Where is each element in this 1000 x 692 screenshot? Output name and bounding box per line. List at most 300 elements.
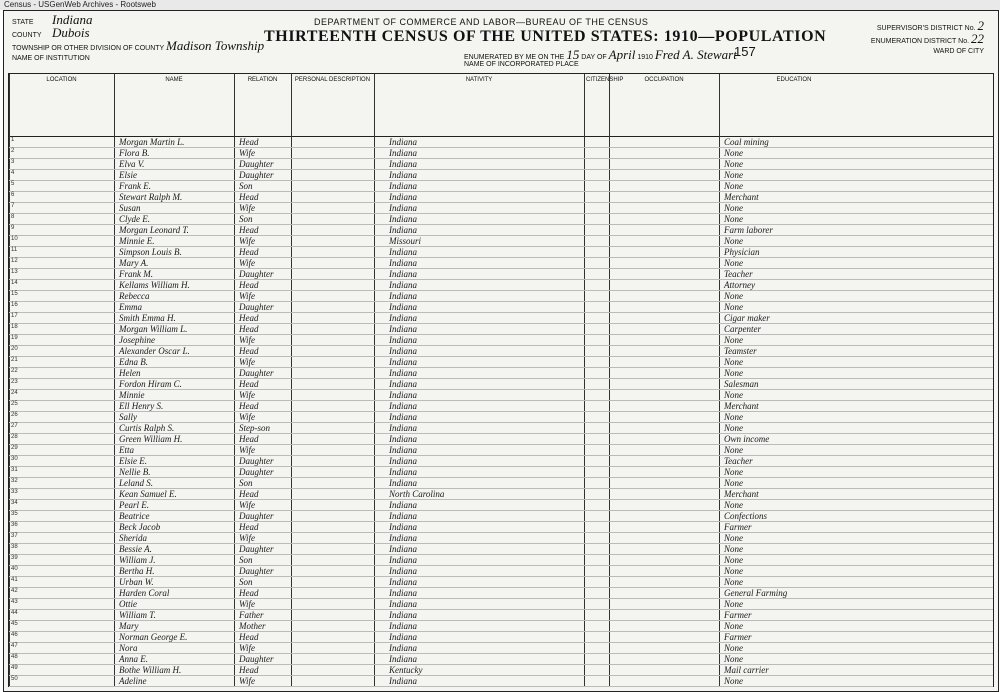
birthplace: Indiana xyxy=(389,676,417,686)
relation: Son xyxy=(239,214,253,224)
row-number: 47 xyxy=(11,643,18,649)
birthplace: Indiana xyxy=(389,588,417,598)
person-name: Fordon Hiram C. xyxy=(119,379,182,389)
header-left xyxy=(12,12,265,64)
relation: Wife xyxy=(239,676,255,686)
row-number: 38 xyxy=(11,544,18,550)
person-name: Ottie xyxy=(119,599,137,609)
relation: Head xyxy=(239,665,259,675)
person-name: Frank M. xyxy=(119,269,153,279)
row-number: 49 xyxy=(11,665,18,671)
relation: Wife xyxy=(239,357,255,367)
row-line xyxy=(9,411,993,412)
person-name: Bessie A. xyxy=(119,544,152,554)
occupation: None xyxy=(724,643,743,653)
birthplace: Indiana xyxy=(389,654,417,664)
relation: Head xyxy=(239,588,259,598)
birthplace: Indiana xyxy=(389,280,417,290)
person-name: Elsie E. xyxy=(119,456,147,466)
relation: Head xyxy=(239,489,259,499)
enumerated-day: 15 xyxy=(566,47,580,62)
occupation: None xyxy=(724,599,743,609)
occupation: None xyxy=(724,335,743,345)
row-number: 45 xyxy=(11,621,18,627)
birthplace: Indiana xyxy=(389,214,417,224)
row-line xyxy=(9,301,993,302)
row-line xyxy=(9,389,993,390)
column-header: EDUCATION xyxy=(776,77,812,83)
birthplace: Indiana xyxy=(389,434,417,444)
occupation: Teacher xyxy=(724,456,753,466)
person-name: Sherida xyxy=(119,533,147,543)
occupation: None xyxy=(724,412,743,422)
row-number: 9 xyxy=(11,225,15,231)
column-divider xyxy=(609,74,610,686)
occupation: None xyxy=(724,467,743,477)
person-name: Etta xyxy=(119,445,134,455)
relation: Daughter xyxy=(239,170,274,180)
table-header xyxy=(9,74,993,137)
row-line xyxy=(9,466,993,467)
supervisor-label: SUPERVISOR'S DISTRICT No. xyxy=(876,25,976,32)
birthplace: Indiana xyxy=(389,346,417,356)
birthplace: Indiana xyxy=(389,621,417,631)
relation: Head xyxy=(239,434,259,444)
relation: Daughter xyxy=(239,467,274,477)
occupation: None xyxy=(724,148,743,158)
column-header: NATIVITY xyxy=(465,77,493,83)
occupation: None xyxy=(724,302,743,312)
occupation: None xyxy=(724,170,743,180)
relation: Wife xyxy=(239,445,255,455)
relation: Head xyxy=(239,225,259,235)
column-divider xyxy=(114,74,115,686)
relation: Son xyxy=(239,577,253,587)
birthplace: Indiana xyxy=(389,445,417,455)
occupation: Farmer xyxy=(724,522,752,532)
row-line xyxy=(9,257,993,258)
occupation: None xyxy=(724,621,743,631)
relation: Wife xyxy=(239,258,255,268)
person-name: Clyde E. xyxy=(119,214,150,224)
row-number: 14 xyxy=(11,280,18,286)
row-number: 4 xyxy=(11,170,15,176)
enumeration-label: ENUMERATION DISTRICT No. xyxy=(870,38,970,45)
birthplace: Indiana xyxy=(389,247,417,257)
birthplace: Indiana xyxy=(389,368,417,378)
occupation: None xyxy=(724,291,743,301)
occupation: None xyxy=(724,676,743,686)
occupation: Merchant xyxy=(724,192,759,202)
person-name: Rebecca xyxy=(119,291,150,301)
column-divider xyxy=(584,74,585,686)
county-label: COUNTY xyxy=(12,32,42,39)
row-number: 20 xyxy=(11,346,18,352)
birthplace: Indiana xyxy=(389,599,417,609)
occupation: Salesman xyxy=(724,379,759,389)
occupation: Carpenter xyxy=(724,324,761,334)
row-number: 43 xyxy=(11,599,18,605)
birthplace: Indiana xyxy=(389,170,417,180)
relation: Wife xyxy=(239,500,255,510)
person-name: Morgan William L. xyxy=(119,324,188,334)
relation: Wife xyxy=(239,390,255,400)
row-number: 17 xyxy=(11,313,18,319)
person-name: Morgan Leonard T. xyxy=(119,225,189,235)
row-line xyxy=(9,356,993,357)
row-number: 41 xyxy=(11,577,18,583)
birthplace: Indiana xyxy=(389,522,417,532)
person-name: Minnie E. xyxy=(119,236,155,246)
row-line xyxy=(9,532,993,533)
row-number: 28 xyxy=(11,434,18,440)
person-name: Ell Henry S. xyxy=(119,401,164,411)
township-value: Madison Township xyxy=(166,38,265,53)
person-name: Leland S. xyxy=(119,478,154,488)
birthplace: Indiana xyxy=(389,269,417,279)
row-line xyxy=(9,554,993,555)
person-name: Mary A. xyxy=(119,258,149,268)
person-name: Curtis Ralph S. xyxy=(119,423,175,433)
ward-label: WARD OF CITY xyxy=(933,48,984,55)
relation: Mother xyxy=(239,621,266,631)
birthplace: Indiana xyxy=(389,390,417,400)
row-number: 21 xyxy=(11,357,18,363)
page-number: 157 xyxy=(734,44,756,59)
relation: Wife xyxy=(239,412,255,422)
birthplace: Indiana xyxy=(389,258,417,268)
occupation: Farmer xyxy=(724,632,752,642)
row-number: 16 xyxy=(11,302,18,308)
occupation: None xyxy=(724,214,743,224)
person-name: Kean Samuel E. xyxy=(119,489,177,499)
enumerator-name: Fred A. Stewart xyxy=(654,47,737,62)
person-name: Stewart Ralph M. xyxy=(119,192,183,202)
row-line xyxy=(9,290,993,291)
person-name: Sally xyxy=(119,412,137,422)
person-name: Edna B. xyxy=(119,357,148,367)
column-divider xyxy=(291,74,292,686)
row-number: 31 xyxy=(11,467,18,473)
row-number: 19 xyxy=(11,335,18,341)
birthplace: Indiana xyxy=(389,225,417,235)
person-name: Emma xyxy=(119,302,142,312)
column-header: RELATION xyxy=(247,77,278,83)
person-name: Flora B. xyxy=(119,148,150,158)
day-of-label: DAY OF xyxy=(581,54,607,61)
row-line xyxy=(9,367,993,368)
relation: Daughter xyxy=(239,544,274,554)
birthplace: Indiana xyxy=(389,456,417,466)
relation: Step-son xyxy=(239,423,270,433)
column-divider xyxy=(9,74,10,686)
occupation: None xyxy=(724,533,743,543)
birthplace: Indiana xyxy=(389,423,417,433)
relation: Head xyxy=(239,192,259,202)
relation: Son xyxy=(239,555,253,565)
row-line xyxy=(9,543,993,544)
occupation: None xyxy=(724,445,743,455)
column-divider xyxy=(374,74,375,686)
birthplace: Indiana xyxy=(389,137,417,147)
birthplace: Indiana xyxy=(389,412,417,422)
row-line xyxy=(9,576,993,577)
person-name: Anna E. xyxy=(119,654,148,664)
birthplace: Indiana xyxy=(389,379,417,389)
relation: Head xyxy=(239,313,259,323)
column-divider xyxy=(719,74,720,686)
row-line xyxy=(9,455,993,456)
browser-tab-title: Census - USGenWeb Archives - Rootsweb xyxy=(0,0,1000,10)
row-number: 36 xyxy=(11,522,18,528)
occupation: Merchant xyxy=(724,489,759,499)
census-sheet xyxy=(3,10,999,692)
birthplace: North Carolina xyxy=(389,489,445,499)
county-value: Dubois xyxy=(52,25,90,40)
birthplace: Indiana xyxy=(389,159,417,169)
enumerated-month: April xyxy=(608,47,636,62)
birthplace: Indiana xyxy=(389,401,417,411)
birthplace: Indiana xyxy=(389,478,417,488)
birthplace: Indiana xyxy=(389,313,417,323)
birthplace: Indiana xyxy=(389,302,417,312)
row-number: 27 xyxy=(11,423,18,429)
relation: Wife xyxy=(239,291,255,301)
row-line xyxy=(9,268,993,269)
person-name: Morgan Martin L. xyxy=(119,137,185,147)
birthplace: Kentucky xyxy=(389,665,423,675)
person-name: Elva V. xyxy=(119,159,145,169)
header-right xyxy=(774,18,984,57)
row-line xyxy=(9,675,993,676)
person-name: Adeline xyxy=(119,676,147,686)
row-number: 35 xyxy=(11,511,18,517)
person-name: Nellie B. xyxy=(119,467,151,477)
person-name: Urban W. xyxy=(119,577,154,587)
row-line xyxy=(9,202,993,203)
birthplace: Missouri xyxy=(389,236,422,246)
supervisor-value: 2 xyxy=(977,18,984,33)
row-line xyxy=(9,158,993,159)
person-name: William T. xyxy=(119,610,156,620)
person-name: Kellams William H. xyxy=(119,280,190,290)
row-number: 48 xyxy=(11,654,18,660)
township-label: TOWNSHIP OR OTHER DIVISION OF COUNTY xyxy=(12,45,165,52)
row-number: 22 xyxy=(11,368,18,374)
person-name: Norman George E. xyxy=(119,632,188,642)
row-line xyxy=(9,169,993,170)
row-line xyxy=(9,499,993,500)
relation: Son xyxy=(239,181,253,191)
birthplace: Indiana xyxy=(389,555,417,565)
person-name: Simpson Louis B. xyxy=(119,247,182,257)
person-name: Smith Emma H. xyxy=(119,313,176,323)
enumeration-value: 22 xyxy=(971,31,984,46)
row-number: 44 xyxy=(11,610,18,616)
enumerated-line xyxy=(464,47,737,63)
relation: Head xyxy=(239,632,259,642)
row-number: 50 xyxy=(11,676,18,682)
row-number: 15 xyxy=(11,291,18,297)
birthplace: Indiana xyxy=(389,192,417,202)
birthplace: Indiana xyxy=(389,203,417,213)
row-number: 3 xyxy=(11,159,15,165)
occupation: None xyxy=(724,500,743,510)
occupation: Physician xyxy=(724,247,760,257)
birthplace: Indiana xyxy=(389,148,417,158)
row-number: 7 xyxy=(11,203,15,209)
relation: Daughter xyxy=(239,566,274,576)
relation: Head xyxy=(239,522,259,532)
occupation: None xyxy=(724,258,743,268)
relation: Head xyxy=(239,247,259,257)
row-line xyxy=(9,444,993,445)
occupation: None xyxy=(724,577,743,587)
occupation: Own income xyxy=(724,434,770,444)
row-line xyxy=(9,213,993,214)
relation: Wife xyxy=(239,203,255,213)
occupation: Attorney xyxy=(724,280,755,290)
occupation: None xyxy=(724,203,743,213)
person-name: Helen xyxy=(119,368,141,378)
relation: Head xyxy=(239,324,259,334)
person-name: Bertha H. xyxy=(119,566,155,576)
row-line xyxy=(9,180,993,181)
occupation: None xyxy=(724,368,743,378)
person-name: Frank E. xyxy=(119,181,151,191)
occupation: None xyxy=(724,357,743,367)
person-name: Mary xyxy=(119,621,139,631)
row-number: 40 xyxy=(11,566,18,572)
row-number: 42 xyxy=(11,588,18,594)
relation: Wife xyxy=(239,533,255,543)
relation: Father xyxy=(239,610,264,620)
census-table xyxy=(8,73,994,687)
row-line xyxy=(9,235,993,236)
row-number: 46 xyxy=(11,632,18,638)
person-name: Josephine xyxy=(119,335,155,345)
person-name: Beatrice xyxy=(119,511,150,521)
relation: Daughter xyxy=(239,269,274,279)
column-header: LOCATION xyxy=(46,77,77,83)
birthplace: Indiana xyxy=(389,632,417,642)
occupation: None xyxy=(724,566,743,576)
occupation: None xyxy=(724,423,743,433)
occupation: None xyxy=(724,390,743,400)
row-line xyxy=(9,565,993,566)
relation: Daughter xyxy=(239,456,274,466)
birthplace: Indiana xyxy=(389,357,417,367)
relation: Daughter xyxy=(239,159,274,169)
occupation: None xyxy=(724,555,743,565)
row-number: 12 xyxy=(11,258,18,264)
occupation: None xyxy=(724,159,743,169)
occupation: None xyxy=(724,654,743,664)
birthplace: Indiana xyxy=(389,324,417,334)
person-name: Elsie xyxy=(119,170,137,180)
enumerated-label: ENUMERATED BY ME ON THE xyxy=(464,54,565,61)
birthplace: Indiana xyxy=(389,291,417,301)
relation: Wife xyxy=(239,335,255,345)
birthplace: Indiana xyxy=(389,467,417,477)
person-name: Minnie xyxy=(119,390,145,400)
census-year: 1910 xyxy=(637,54,653,61)
occupation: Cigar maker xyxy=(724,313,770,323)
relation: Daughter xyxy=(239,511,274,521)
row-number: 34 xyxy=(11,500,18,506)
occupation: Confections xyxy=(724,511,767,521)
census-title: THIRTEENTH CENSUS OF THE UNITED STATES: 1910—POPULATION xyxy=(264,28,827,45)
column-header: PERSONAL DESCRIPTION xyxy=(294,77,371,83)
relation: Daughter xyxy=(239,654,274,664)
birthplace: Indiana xyxy=(389,544,417,554)
occupation: Farm laborer xyxy=(724,225,773,235)
row-number: 2 xyxy=(11,148,15,154)
person-name: Bothe William H. xyxy=(119,665,182,675)
row-number: 39 xyxy=(11,555,18,561)
row-line xyxy=(9,686,993,687)
relation: Wife xyxy=(239,236,255,246)
occupation: None xyxy=(724,236,743,246)
occupation: Teacher xyxy=(724,269,753,279)
row-number: 8 xyxy=(11,214,15,220)
birthplace: Indiana xyxy=(389,566,417,576)
relation: Head xyxy=(239,401,259,411)
row-number: 6 xyxy=(11,192,15,198)
row-number: 33 xyxy=(11,489,18,495)
row-number: 10 xyxy=(11,236,18,242)
person-name: Nora xyxy=(119,643,138,653)
occupation: Coal mining xyxy=(724,137,769,147)
occupation: Teamster xyxy=(724,346,757,356)
row-line xyxy=(9,653,993,654)
row-line xyxy=(9,642,993,643)
person-name: Alexander Oscar L. xyxy=(119,346,190,356)
row-number: 26 xyxy=(11,412,18,418)
relation: Head xyxy=(239,379,259,389)
state-label: STATE xyxy=(12,19,34,26)
relation: Daughter xyxy=(239,368,274,378)
birthplace: Indiana xyxy=(389,643,417,653)
occupation: None xyxy=(724,544,743,554)
relation: Head xyxy=(239,280,259,290)
birthplace: Indiana xyxy=(389,181,417,191)
birthplace: Indiana xyxy=(389,335,417,345)
occupation: Merchant xyxy=(724,401,759,411)
occupation: General Farming xyxy=(724,588,788,598)
row-line xyxy=(9,609,993,610)
relation: Head xyxy=(239,137,259,147)
person-name: William J. xyxy=(119,555,156,565)
person-name: Beck Jacob xyxy=(119,522,161,532)
row-line xyxy=(9,620,993,621)
person-name: Harden Coral xyxy=(119,588,170,598)
birthplace: Indiana xyxy=(389,500,417,510)
relation: Son xyxy=(239,478,253,488)
person-name: Susan xyxy=(119,203,141,213)
row-number: 1 xyxy=(11,137,15,143)
row-number: 18 xyxy=(11,324,18,330)
column-divider xyxy=(234,74,235,686)
row-number: 5 xyxy=(11,181,15,187)
row-number: 29 xyxy=(11,445,18,451)
column-header: OCCUPATION xyxy=(644,77,684,83)
person-name: Pearl E. xyxy=(119,500,149,510)
incorporated-label: NAME OF INCORPORATED PLACE xyxy=(464,61,579,68)
birthplace: Indiana xyxy=(389,511,417,521)
row-number: 13 xyxy=(11,269,18,275)
state-value: Indiana xyxy=(52,12,93,27)
